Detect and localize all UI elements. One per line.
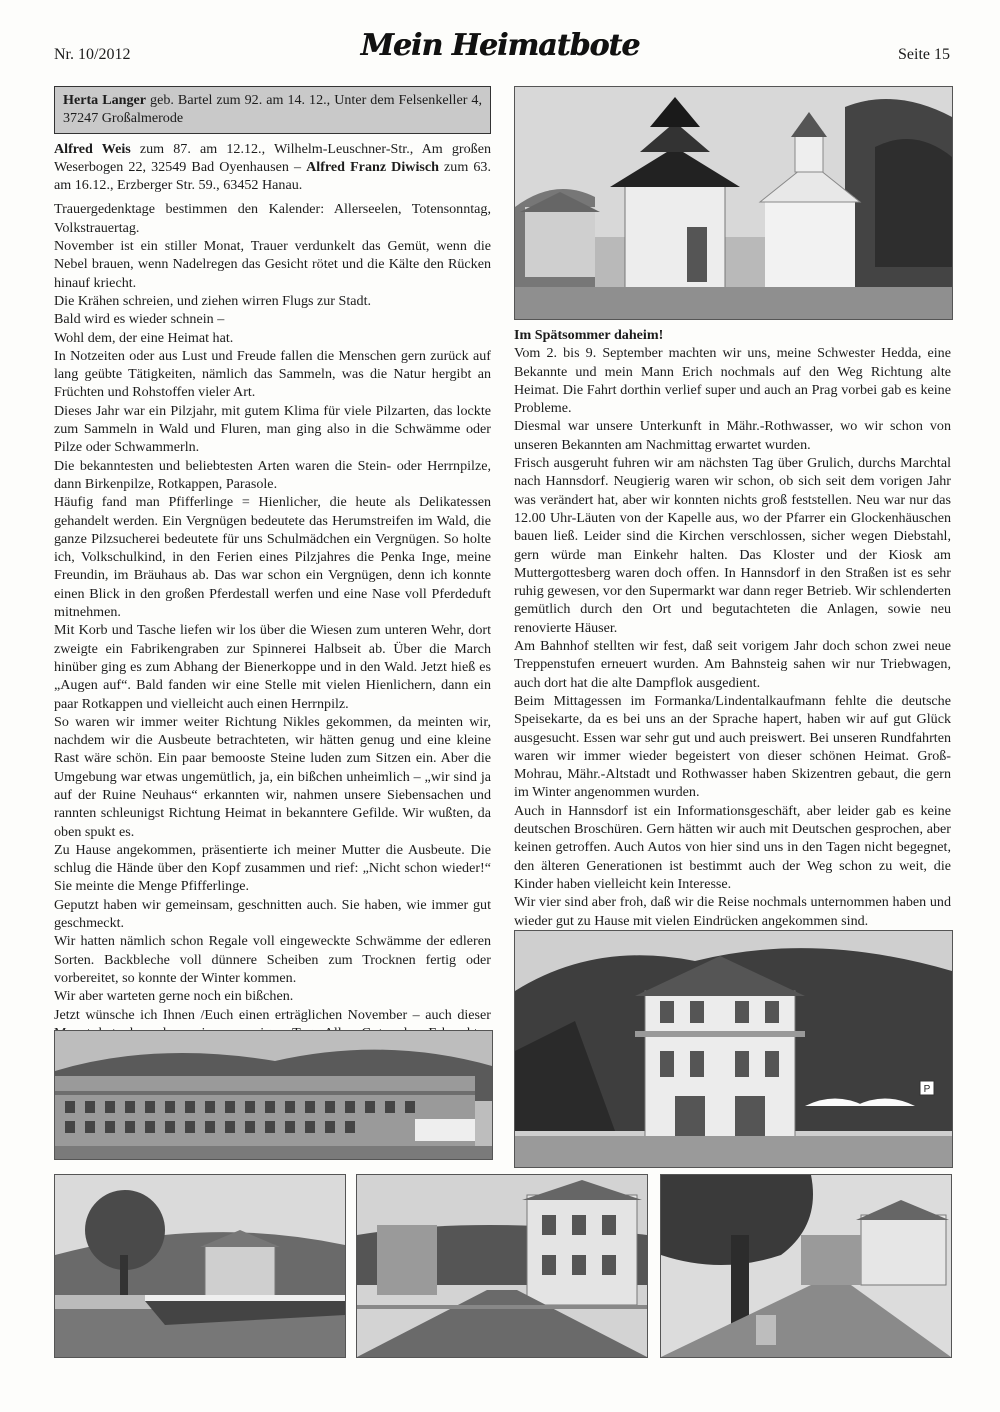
masthead-logo: Mein Heimatbote [360,28,640,63]
paragraph: November ist ein stiller Monat, Trauer verdunkelt das Gemüt, wenn die Nebel brauen, wenn Nadelregen das Gesicht rötet und die Kälte den Rücken hinauf kriecht. [54,238,491,291]
paragraph: Mit Korb und Tasche liefen wir los über die Wiesen zum unteren Wehr, dort zweigte ein Fabrikengraben zur Spinnerei Halbseit ab. Über die March hinüber ging es zum Abhang der Bienerkoppe und in den Wald. Jetzt hieß es „Augen auf“. Bald fanden wir eine Stelle mit vielen Hienlichern, dann ein paar Rotkappen und vielleicht auch einen Herrnpilz. [54,622,491,712]
paragraph: Zu Hause angekommen, präsentierte ich meiner Mutter die Ausbeute. Die schlug die Hände über den Kopf zusammen und rief: „Nicht schon wieder!“ Sie meinte die Menge Pfifferlinge. [54,841,491,895]
paragraph: Diesmal war unsere Unterkunft in Mähr.-Rothwasser, wo wir schon von unseren Bekannten am Nachmittag erwartet wurden. [514,418,951,453]
closing-paragraph: Jetzt wünsche ich Ihnen /Euch einen erträglichen November – auch dieser [54,1006,491,1023]
birthday-name-2: Alfred Franz Diwisch [306,158,439,175]
paragraph: Am Bahnhof stellten wir fest, daß seit vorigem Jahr doch schon zwei neue Treppenstufen erneuert wurden. Am Bahnsteig sahen wir nur Triebwagen, auch dort hat die alte Dampflok ausgedient. [514,638,951,691]
bridge-photo [54,1174,346,1358]
paragraph: Beim Mittagessen im Formanka/Lindentalkaufmann fehlte die deutsche Speisekarte, da es bei uns an der Sprache hapert, haben wir auf gut Glück ausgesucht. Essen war sehr gut und auch preiswert. Bei unseren Rundfahrten waren wir immer wieder begeistert von dieser schönen Heimat. Groß-Mohrau, Mähr.-Altstadt und Rothwasser haben Skizentren gebaut, die gern im Winter angenommen wurden. [514,692,951,801]
paragraph: Auch in Hannsdorf ist ein Informationsgeschäft, aber leider gab es keine deutschen Broschüren. Gern hätten wir auch mit Deutschen gesprochen, aber keinen getroffen. Auch Autos von hier sind uns in den Tagen nicht begegnet, den älteren Generationen ist bestimmt auch der Weg schon zu weit, die Kinder haben vielleicht kein Interesse. [514,802,951,892]
right-column [514,326,951,930]
birthday-details-2: zum 63. am 16.12., Erzberger Str. 59., 63452 Hanau. [54,158,491,194]
paragraph: In Notzeiten oder aus Lust und Freude fallen die Menschen gern zurück auf lang geübte Tätigkeiten, nämlich das Sammeln, was die Natur hergibt an Früchten und Rohstoffen vieler Art. [54,347,491,401]
article-title: Im Spätsommer daheim! [514,327,664,343]
paragraph: Vom 2. bis 9. September machten wir uns, meine Schwester Hedda, eine Bekannte und mein Mann Erich nochmals auf den Weg Richtung alte Heimat. Die Fahrt dorthin verlief super und auch an Prag vorbei gab es keine Probleme. [514,345,951,417]
factory-photo [54,1030,493,1160]
paragraph: Wir hatten nämlich schon Regale voll eingeweckte Schwämme der edleren Sorten. Backbleche voll dünnere Scheiben zum Trocknen fertig oder vorbereitet, so konnte der Winter kommen. [54,933,491,986]
paragraph: Häufig fand man Pfifferlinge = Hienlicher, die heute als Delikatessen gehandelt werden. Ein Vergnügen bedeutete das Herumstreifen im Wald, die ganze Pilzsucherei bedeutete für uns Schulmädchen ein Vergnügen. So holte ich, Volkschulkind, in den Ferien eines Pilzjahres die Penka Inge, meine Freundin, im Bräuhaus ab. Das war schon ein Vergnügen, denn ich konnte einen Blick in den großen Pferdestall werfen und eine Nase voll Pferdeduft mitnehmen. [54,494,491,621]
birthday-name-1: Alfred Weis [54,140,131,157]
paragraph: Die bekanntesten und beliebtesten Arten waren die Stein- oder Herrnpilze, dann Birkenpilze, Rotkappen, Parasole. [54,457,491,492]
issue-number: Nr. 10/2012 [54,46,131,63]
paragraph: Wir vier sind aber froh, daß wir die Reise nochmals unternommen haben und wieder gut zu Hause mit vielen Eindrücken angekommen sind. [514,894,951,929]
paragraph: Dieses Jahr war ein Pilzjahr, mit gutem Klima für viele Pilzarten, das lockte zum Sammeln in Wald und Fluren, man ging also in die Schwämme oder Pilze oder Schwammerln. [54,402,491,456]
left-column [54,86,491,1079]
paragraph: Die Krähen schreien, und ziehen wirren Flugs zur Stadt. [54,292,372,309]
villa-photo [514,930,953,1168]
birthday-name: Herta Langer [63,92,147,108]
street-photo [660,1174,952,1358]
birthday-box [54,86,491,134]
paragraph: Geputzt haben wir gemeinsam, geschnitten auch. Sie haben, wie immer gut geschmeckt. [54,896,491,932]
road-photo [356,1174,648,1358]
chapel-photo [514,86,953,320]
page-number: Seite 15 [898,46,950,63]
birthday-list [54,140,491,195]
paragraph: So waren wir immer weiter Richtung Nikles gekommen, da meinten wir, nachdem wir die Ausbeute betrachteten, wir hätten genug und eine kleine Rast wäre schön. Ein paar bemooste Steine luden zum Sitzen ein. Aber die Umgebung war etwas ungemütlich, ja, ein bißchen unheimlich – „wir sind ja auf der Ruine Neuhaus“ erkannten wir, nahmen unsere Siebensachen und rannten schleunigst Richtung Heimat in bekanntere Gefilde. Wir wußten, da oben spukt es. [54,713,491,840]
paragraph: Wir aber warteten gerne noch ein bißchen. [54,988,294,1005]
parking-sign: P [923,1084,931,1095]
birthday-details-1: zum 87. am 12.12., Wilhelm-Leuschner-Str., Am großen Weserbogen 22, 32549 Bad Oyenhausen – [54,140,492,175]
paragraph: Bald wird es wieder schnein – [54,311,225,328]
paragraph: Frisch ausgeruht fuhren wir am nächsten Tag über Grulich, durchs Marchtal nach Hannsdorf. Neugierig waren wir schon, ob sich seit dem vorigen Jahr was verändert hat, aber wir konnten nichts groß feststellen. Neu war nur das 12.00 Uhr-Läuten von der Kapelle aus, wo der Pfarrer ein Glockenhäuschen bauen ließ. Leider sind die Kirchen verschlossen, sicher wegen Diebstahl, gern würde man Einkehr halten. Das Kloster und der Kiosk am Muttergottesberg waren doch offen. In Hannsdorf in den Straßen ist es sehr ruhig gewesen, vor den Supermarkt war dann reger Betrieb. Wir schlenderten gemütlich durch den Ort und begutachteten die Anlagen, sowie neu renovierte Häuser. [514,455,951,636]
birthday-details: geb. Bartel zum 92. am 14. 12., Unter dem Felsenkeller 4, 37247 Großalmerode [63,92,482,127]
paragraph: Trauergedenktage bestimmen den Kalender: Allerseelen, Totensonntag, Volkstrauertag. [54,201,491,236]
paragraph: Wohl dem, der eine Heimat hat. [54,329,234,346]
